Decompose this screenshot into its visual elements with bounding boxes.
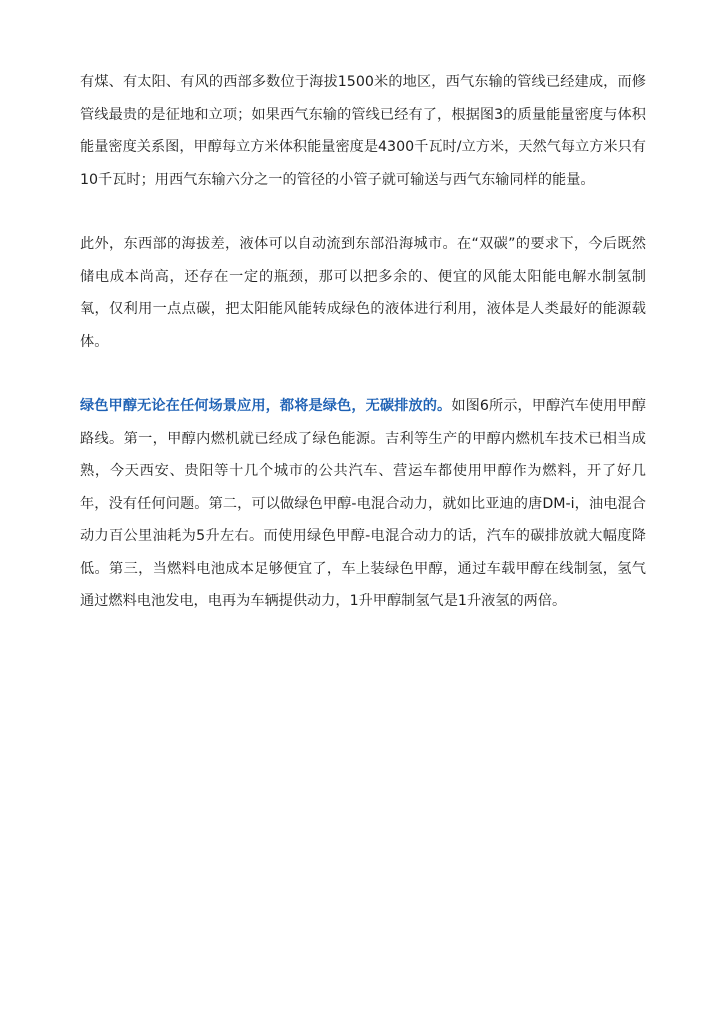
document-body bbox=[80, 66, 646, 650]
paragraph-emphasis-highlight: 绿色甲醇无论在任何场景应用，都将是绿色，无碳排放的。 bbox=[80, 398, 452, 414]
paragraph-text: 此外，东西部的海拔差，液体可以自动流到东部沿海城市。在“双碳”的要求下，今后既然储电成本尚高，还存在一定的瓶颈，那可以把多余的、便宜的风能太阳能电解水制氢制氧，仅利用一点点碳，把太阳能风能转成绿色的液体进行利用，液体是人类最好的能源载体。 bbox=[80, 236, 646, 350]
paragraph-text: 如图6所示，甲醇汽车使用甲醇路线。第一，甲醇内燃机就已经成了绿色能源。吉利等生产的甲醇内燃机车技术已相当成熟，今天西安、贵阳等十几个城市的公共汽车、营运车都使用甲醇作为燃料，开了好几年，没有任何问题。第二，可以做绿色甲醇-电混合动力，就如比亚迪的唐DM-i，油电混合动力百公里油耗为5升左右。而使用绿色甲醇-电混合动力的话，汽车的碳排放就大幅度降低。第三，当燃料电池成本足够便宜了，车上装绿色甲醇，通过车载甲醇在线制氢，氢气通过燃料电池发电，电再为车辆提供动力，1升甲醇制氢气是1升液氢的两倍。 bbox=[80, 398, 646, 609]
paragraph-pipeline-transport bbox=[80, 66, 646, 196]
paragraph-text: 有煤、有太阳、有风的西部多数位于海拔1500米的地区，西气东输的管线已经建成，而修管线最贵的是征地和立项；如果西气东输的管线已经有了，根据图3的质量能量密度与体积能量密度关系图，甲醇每立方米体积能量密度是4300千瓦时/立方米，天然气每立方米只有10千瓦时；用西气东输六分之一的管径的小管子就可输送与西气东输同样的能量。 bbox=[80, 74, 646, 188]
paragraph-green-methanol-vehicles bbox=[80, 390, 646, 618]
paragraph-altitude-dual-carbon bbox=[80, 228, 646, 358]
